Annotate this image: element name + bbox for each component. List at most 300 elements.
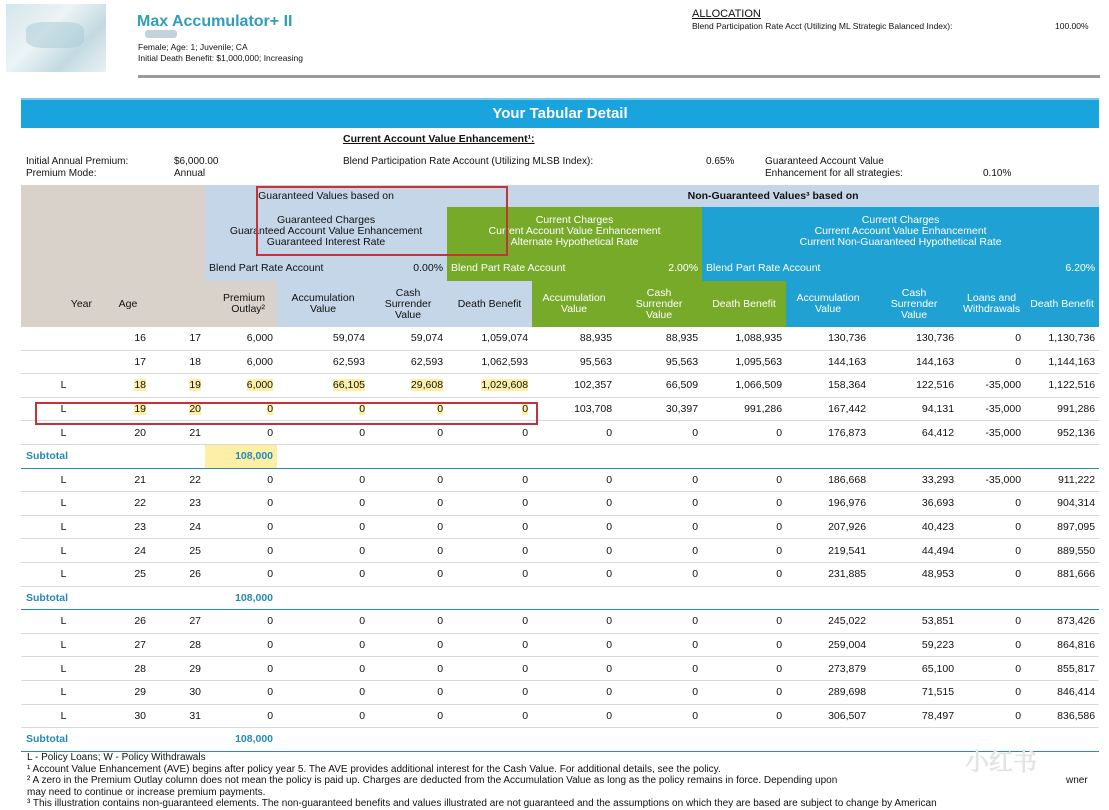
hdr-line: Cash <box>395 286 421 299</box>
cell-value: 0 <box>522 403 529 416</box>
cell-g-csv <box>369 515 447 539</box>
cell-value: 897,095 <box>1057 521 1096 534</box>
blank-header <box>21 207 205 255</box>
cell-value: 64,412 <box>921 426 955 439</box>
cell-value: 0 <box>606 426 613 439</box>
cell-value: L <box>60 709 67 722</box>
cell-value: 94,131 <box>921 403 955 416</box>
cell-value: 0 <box>267 568 274 581</box>
cell-age <box>150 562 205 586</box>
cell-a-av <box>532 610 616 634</box>
cell-value: 0 <box>692 497 699 510</box>
cell-value: 0 <box>776 568 783 581</box>
cell-year <box>106 633 150 657</box>
cell-g-csv <box>369 374 447 398</box>
cell-value: 0 <box>267 426 274 439</box>
cell-value: 207,926 <box>828 521 867 534</box>
hdr-line: Value <box>815 303 842 315</box>
cell-age <box>150 350 205 374</box>
gav-label-2: Enhancement for all strategies: <box>765 168 903 179</box>
empty-cell <box>277 444 369 468</box>
col-loans <box>958 281 1025 327</box>
hdr-line: Surrender <box>384 297 432 310</box>
cell-a-av <box>532 633 616 657</box>
allocation-title: ALLOCATION <box>692 8 761 20</box>
cav-title: Current Account Value Enhancement¹: <box>343 133 535 145</box>
col-g-death: Death Benefit <box>447 281 532 327</box>
cell-c-db <box>1025 492 1099 516</box>
cell-g-csv <box>369 657 447 681</box>
table-row <box>21 633 1099 657</box>
cell-value: 130,736 <box>916 332 955 345</box>
col-g-accum <box>277 281 369 327</box>
cell-value: 88,935 <box>579 332 613 345</box>
cell-value: 1,029,608 <box>481 379 529 392</box>
basis-line: Current Account Value Enhancement <box>488 224 661 237</box>
cell-a-db <box>702 397 786 421</box>
cell-value: 6,000 <box>246 332 274 345</box>
cell-g-av <box>277 610 369 634</box>
cell-value: 289,698 <box>828 686 867 699</box>
cell-value: 62,593 <box>410 355 444 368</box>
subtotal-premium: 108,000 <box>205 728 277 752</box>
cell-age <box>150 704 205 728</box>
cell-value: 0 <box>692 473 699 486</box>
cell-year <box>106 350 150 374</box>
blend-rate-value: 0.65% <box>706 156 735 167</box>
empty-cell <box>277 586 369 610</box>
empty-cell <box>958 586 1025 610</box>
cell-c-av <box>786 327 870 350</box>
subtotal-row <box>21 444 1099 468</box>
col-age: Age <box>106 281 150 327</box>
cell-a-db <box>702 539 786 563</box>
cell-value: 0 <box>437 521 444 534</box>
cell-value: L <box>60 639 67 652</box>
cell-c-av <box>786 421 870 445</box>
cell-value: 881,666 <box>1057 568 1096 581</box>
col-a-accum <box>532 281 616 327</box>
cell-value: 23 <box>189 497 202 510</box>
cell-g-db <box>447 680 532 704</box>
cell-g-db <box>447 492 532 516</box>
footnote-2-tail: wner <box>1066 775 1088 786</box>
cell-value: 186,668 <box>828 473 867 486</box>
cell-value: 0 <box>776 521 783 534</box>
cell-value: 1,059,074 <box>481 332 529 345</box>
cell-value: 259,004 <box>828 639 867 652</box>
cell-g-db <box>447 350 532 374</box>
cell-c-db <box>1025 374 1099 398</box>
cell-premium <box>205 515 277 539</box>
basis-line: Guaranteed Charges <box>277 213 376 226</box>
hdr-line: Loans and <box>967 292 1017 304</box>
subtotal-premium: 108,000 <box>205 586 277 610</box>
cell-flag <box>21 350 106 374</box>
cell-premium <box>205 633 277 657</box>
cell-flag <box>21 633 106 657</box>
footnotes <box>27 752 1097 810</box>
insured-line-2: Initial Death Benefit: $1,000,000; Increasing <box>138 53 303 63</box>
cell-c-av <box>786 350 870 374</box>
cell-c-db <box>1025 539 1099 563</box>
cell-g-av <box>277 492 369 516</box>
cell-value: 1,130,736 <box>1048 332 1096 345</box>
cell-value: 78,497 <box>921 709 955 722</box>
basis-line: Current Charges <box>861 213 940 226</box>
cell-value: 18 <box>189 355 202 368</box>
cell-value: 22 <box>134 497 146 510</box>
cell-value: 0 <box>776 426 783 439</box>
cell-age <box>150 657 205 681</box>
cell-value: 911,222 <box>1057 473 1096 486</box>
cell-value: 25 <box>189 544 202 557</box>
cell-g-db <box>447 633 532 657</box>
nonguaranteed-group-title: Non-Guaranteed Values³ based on <box>447 185 1099 207</box>
empty-cell <box>532 444 616 468</box>
cell-value: 0 <box>267 686 274 699</box>
cell-year <box>106 515 150 539</box>
cell-value: 21 <box>189 426 202 439</box>
cell-loans <box>958 704 1025 728</box>
insured-info <box>138 42 303 64</box>
cell-loans <box>958 610 1025 634</box>
cell-flag <box>21 680 106 704</box>
cell-value: 0 <box>522 544 529 557</box>
cell-a-csv <box>616 327 702 350</box>
cell-value: 0 <box>522 426 529 439</box>
cell-g-db <box>447 562 532 586</box>
empty-cell <box>616 586 702 610</box>
cell-value: 0 <box>359 521 366 534</box>
empty-cell <box>870 586 958 610</box>
cell-value: 0 <box>359 473 366 486</box>
cell-value: 0 <box>522 568 529 581</box>
cell-value: 1,095,563 <box>735 355 783 368</box>
cell-loans <box>958 492 1025 516</box>
cell-year <box>106 492 150 516</box>
cell-g-av <box>277 633 369 657</box>
blank-header <box>21 185 205 207</box>
cell-value: 846,414 <box>1057 686 1096 699</box>
cell-value: 245,022 <box>828 615 867 628</box>
col-g-cash <box>369 281 447 327</box>
cell-loans <box>958 657 1025 681</box>
col-a-cash <box>616 281 702 327</box>
cell-value: 0 <box>606 686 613 699</box>
cell-loans <box>958 421 1025 445</box>
cell-value: 991,286 <box>744 403 783 416</box>
cell-value: 0 <box>359 639 366 652</box>
cell-age <box>150 680 205 704</box>
subtotal-label: Subtotal <box>21 444 205 468</box>
cell-value: 0 <box>1015 355 1022 368</box>
cell-c-db <box>1025 633 1099 657</box>
cell-premium <box>205 610 277 634</box>
empty-cell <box>1025 586 1099 610</box>
cell-value: 27 <box>189 615 202 628</box>
cell-value: 0 <box>437 473 444 486</box>
cell-value: 0 <box>776 615 783 628</box>
cell-value: 0 <box>692 568 699 581</box>
cell-c-db <box>1025 421 1099 445</box>
cell-loans <box>958 468 1025 492</box>
cell-a-db <box>702 704 786 728</box>
empty-cell <box>702 444 786 468</box>
cell-value: 0 <box>692 521 699 534</box>
cell-a-av <box>532 327 616 350</box>
cell-value: 0 <box>776 639 783 652</box>
cell-value: 0 <box>359 662 366 675</box>
cell-loans <box>958 515 1025 539</box>
cell-value: 0 <box>522 497 529 510</box>
footnote-legend: L - Policy Loans; W - Policy Withdrawals <box>27 752 206 763</box>
table-row <box>21 515 1099 539</box>
col-c-death: Death Benefit <box>1025 281 1099 327</box>
cell-g-csv <box>369 350 447 374</box>
cell-g-db <box>447 515 532 539</box>
cell-g-csv <box>369 633 447 657</box>
cell-value: 33,293 <box>921 473 955 486</box>
cell-a-db <box>702 515 786 539</box>
empty-cell <box>958 444 1025 468</box>
cell-value: 18 <box>134 379 146 392</box>
cell-value: 1,122,516 <box>1048 379 1096 392</box>
cell-value: 20 <box>189 403 202 416</box>
cell-value: 0 <box>692 426 699 439</box>
cell-c-csv <box>870 633 958 657</box>
cell-value: 0 <box>359 709 366 722</box>
cell-value: L <box>60 473 67 486</box>
gav-label-1: Guaranteed Account Value <box>765 156 884 167</box>
cell-value: 0 <box>267 544 274 557</box>
empty-cell <box>369 444 447 468</box>
cell-value: 0 <box>606 662 613 675</box>
cell-value: 29 <box>134 686 146 699</box>
cell-value: 21 <box>134 473 146 486</box>
cell-year <box>106 539 150 563</box>
cell-value: 0 <box>1015 639 1022 652</box>
gav-value: 0.10% <box>983 168 1012 179</box>
cell-age <box>150 539 205 563</box>
cell-c-av <box>786 680 870 704</box>
cell-c-csv <box>870 397 958 421</box>
cell-a-db <box>702 562 786 586</box>
cell-g-csv <box>369 468 447 492</box>
table-row <box>21 704 1099 728</box>
premium-mode-label: Premium Mode: <box>26 168 97 179</box>
cell-value: 0 <box>359 686 366 699</box>
footnote-1: ¹ Account Value Enhancement (AVE) begins after policy year 5. The AVE provides additional interest for the Cash Value. For additional details, see the policy. <box>27 763 721 775</box>
cell-value: 231,885 <box>828 568 867 581</box>
cell-value: 0 <box>359 426 366 439</box>
empty-cell <box>870 728 958 752</box>
col-c-cash <box>870 281 958 327</box>
cell-value: 0 <box>606 544 613 557</box>
cell-year <box>106 327 150 350</box>
table-row <box>21 327 1099 350</box>
product-title: Max Accumulator+ II <box>137 13 293 30</box>
cell-c-csv <box>870 492 958 516</box>
cell-loans <box>958 539 1025 563</box>
cell-g-db <box>447 704 532 728</box>
cell-a-av <box>532 374 616 398</box>
cell-value: 48,953 <box>921 568 955 581</box>
cell-g-csv <box>369 680 447 704</box>
cell-age <box>150 515 205 539</box>
cell-value: 0 <box>606 709 613 722</box>
cell-value: 306,507 <box>828 709 867 722</box>
cell-value: 889,550 <box>1057 544 1096 557</box>
cell-value: L <box>60 568 67 581</box>
cell-g-db <box>447 657 532 681</box>
cell-year <box>106 562 150 586</box>
cell-value: 17 <box>189 332 202 345</box>
cell-value: 19 <box>189 379 202 392</box>
cell-premium <box>205 350 277 374</box>
cell-a-av <box>532 562 616 586</box>
cell-value: 144,163 <box>828 355 867 368</box>
cell-c-av <box>786 492 870 516</box>
cell-value: 0 <box>267 403 274 416</box>
cell-flag <box>21 374 106 398</box>
cell-value: 0 <box>522 615 529 628</box>
cell-value: 0 <box>776 544 783 557</box>
cell-a-db <box>702 657 786 681</box>
cell-value: 88,935 <box>665 332 699 345</box>
cell-g-db <box>447 374 532 398</box>
cell-g-av <box>277 680 369 704</box>
cell-g-csv <box>369 562 447 586</box>
cell-value: 20 <box>134 426 146 439</box>
table-row <box>21 374 1099 398</box>
alternate-rate-value: 2.00% <box>616 255 702 281</box>
cell-year <box>106 610 150 634</box>
empty-cell <box>369 728 447 752</box>
hdr-line: Accumulation <box>542 292 606 304</box>
cell-flag <box>21 539 106 563</box>
cell-value: 1,066,509 <box>735 379 783 392</box>
year19-highlight-box <box>35 402 538 425</box>
empty-cell <box>447 586 532 610</box>
company-logo <box>6 4 106 72</box>
cell-a-csv <box>616 515 702 539</box>
cell-value: 855,817 <box>1057 662 1096 675</box>
tabular-detail-table <box>21 185 1099 752</box>
hdr-line: Value <box>646 308 673 321</box>
cell-value: 0 <box>267 662 274 675</box>
cell-value: 0 <box>437 709 444 722</box>
empty-cell <box>702 586 786 610</box>
current-rate-value: 6.20% <box>1025 255 1099 281</box>
cell-a-db <box>702 421 786 445</box>
cell-value: L <box>60 662 67 675</box>
cell-value: L <box>60 521 67 534</box>
cell-value: 36,693 <box>921 497 955 510</box>
cell-value: 40,423 <box>921 521 955 534</box>
cell-value: 904,314 <box>1057 497 1096 510</box>
empty-cell <box>786 444 870 468</box>
hdr-line: Surrender <box>635 297 683 310</box>
cell-loans <box>958 374 1025 398</box>
hdr-line: Accumulation <box>796 292 860 304</box>
cell-a-av <box>532 539 616 563</box>
cell-value: 219,541 <box>828 544 867 557</box>
cell-value: 71,515 <box>921 686 955 699</box>
cell-age <box>150 327 205 350</box>
cell-a-csv <box>616 421 702 445</box>
cell-value: 0 <box>692 544 699 557</box>
cell-loans <box>958 680 1025 704</box>
cell-value: L <box>60 379 67 392</box>
hdr-line: Withdrawals <box>962 303 1021 315</box>
cell-value: 0 <box>437 403 444 416</box>
cell-year <box>106 704 150 728</box>
hdr-line: Value <box>901 308 928 321</box>
cell-value: 0 <box>1015 497 1022 510</box>
cell-premium <box>205 562 277 586</box>
cell-value: 167,442 <box>828 403 867 416</box>
cell-value: 28 <box>134 662 146 675</box>
cell-value: 0 <box>267 639 274 652</box>
cell-value: 0 <box>606 497 613 510</box>
empty-cell <box>616 444 702 468</box>
cell-c-csv <box>870 327 958 350</box>
cell-g-av <box>277 350 369 374</box>
cell-loans <box>958 350 1025 374</box>
cell-a-av <box>532 421 616 445</box>
table-body <box>21 327 1099 751</box>
col-premium <box>150 281 277 327</box>
cell-g-db <box>447 468 532 492</box>
cell-value: 66,105 <box>332 379 366 392</box>
cell-c-av <box>786 657 870 681</box>
cell-value: 0 <box>1015 332 1022 345</box>
cell-value: 130,736 <box>828 332 867 345</box>
cell-value: 6,000 <box>246 379 274 392</box>
cell-value: 0 <box>1015 568 1022 581</box>
cell-value: 0 <box>692 639 699 652</box>
empty-cell <box>532 728 616 752</box>
empty-cell <box>369 586 447 610</box>
cell-value: 0 <box>359 497 366 510</box>
cell-flag <box>21 468 106 492</box>
cell-c-av <box>786 539 870 563</box>
cell-c-av <box>786 515 870 539</box>
cell-value: 0 <box>1015 521 1022 534</box>
empty-cell <box>277 728 369 752</box>
cell-value: 65,100 <box>921 662 955 675</box>
cell-loans <box>958 562 1025 586</box>
cell-value: 873,426 <box>1057 615 1096 628</box>
cell-value: -35,000 <box>985 379 1022 392</box>
footnote-3: ³ This illustration contains non-guaranteed elements. The non-guaranteed benefits and values illustrated are not guaranteed and the assumptions on which they are based are subject to change by American <box>27 798 937 809</box>
iap-value: $6,000.00 <box>174 156 219 167</box>
cell-value: 0 <box>776 473 783 486</box>
cell-loans <box>958 633 1025 657</box>
cell-value: 26 <box>134 615 146 628</box>
cell-premium <box>205 374 277 398</box>
cell-value: 0 <box>359 568 366 581</box>
cell-value: 0 <box>692 662 699 675</box>
cell-age <box>150 468 205 492</box>
cell-c-av <box>786 397 870 421</box>
cell-c-csv <box>870 539 958 563</box>
cell-c-db <box>1025 657 1099 681</box>
empty-cell <box>532 586 616 610</box>
hdr-line: Value <box>395 308 422 321</box>
table-row <box>21 468 1099 492</box>
